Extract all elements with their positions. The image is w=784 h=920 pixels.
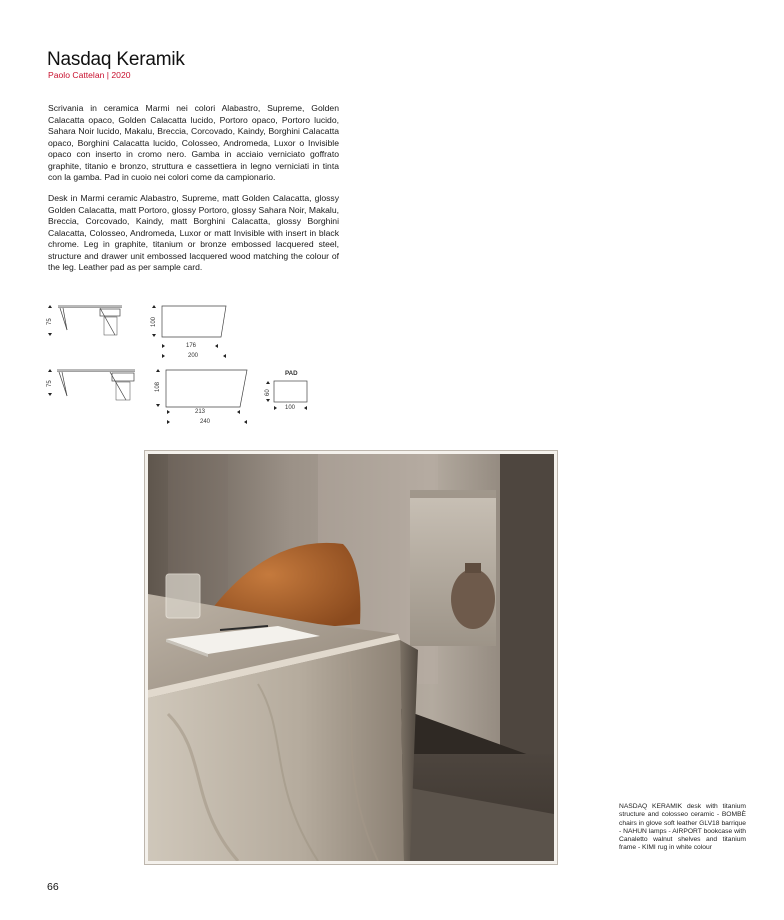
designer-year: Paolo Cattelan | 2020 — [48, 70, 131, 80]
pad-label: PAD — [285, 370, 298, 377]
dimension-height-small: 75 — [47, 318, 53, 325]
product-title: Nasdaq Keramik — [47, 49, 185, 70]
dimension-pad-depth: 60 — [265, 389, 271, 396]
dimension-top-width-small: 176 — [186, 343, 197, 349]
dimension-top-width-large: 213 — [195, 409, 206, 415]
product-photo — [145, 451, 557, 864]
description-english: Desk in Marmi ceramic Alabastro, Supreme, matt Golden Calacatta, glossy Golden Calacatta, matt Portoro, glossy Portoro, glossy Sahara Noir, Makalu, Breccia, Corcovado, Kaindy, matt Borghini Calacatta, glossy Borghini Calacatta, Colosseo, Andromeda, Luxor or matt Invisible with insert in black chrome. Leg in graphite, titanium or bronze embossed lacquered steel, structure and drawer unit embossed lacquered wood matching the colour of the leg. Leather pad as per sample card. — [48, 193, 339, 272]
photo-caption: NASDAQ KERAMIK desk with titanium structure and colosseo ceramic - BOMBÈ chairs in glove soft leather GLV18 barrique - NAHUN lamps - AIRPORT bookcase with Canaletto walnut shelves and titanium frame - KIMI rug in white colour — [619, 803, 746, 852]
dimension-depth-large: 108 — [155, 381, 161, 392]
side-view-large-drawing — [57, 370, 135, 400]
dimension-depth-small: 100 — [151, 316, 157, 327]
description-italian: Scrivania in ceramica Marmi nei colori Alabastro, Supreme, Golden Calacatta opaco, Golden Calacatta lucido, Portoro opaco, Portoro lucido, Sahara Noir lucido, Makalu, Breccia, Corcovado, Kaindy, Borghini Calacatta opaco, Borghini Calacatta lucido, Colosseo, Andromeda, Luxor o Invisible opaco con inserto in cromo nero. Gamba in acciaio verniciato goffrato graphite, titanio e bronzo, struttura e cassettiera in legno verniciati in tinta con la gamba. Pad in cuoio nei colori come da campionario. — [48, 103, 339, 182]
side-view-small-drawing — [58, 306, 122, 335]
top-view-large-drawing — [166, 370, 247, 407]
dimension-bottom-width-large: 240 — [200, 419, 211, 425]
top-view-small-drawing — [162, 306, 226, 337]
dimension-arrows — [48, 305, 307, 424]
page-number: 66 — [47, 881, 59, 893]
dimension-bottom-width-small: 200 — [188, 353, 199, 359]
pad-drawing — [274, 381, 307, 402]
dimension-height-large: 75 — [47, 380, 53, 387]
dimension-pad-width: 100 — [285, 405, 296, 411]
interior-scene-image — [148, 454, 554, 861]
